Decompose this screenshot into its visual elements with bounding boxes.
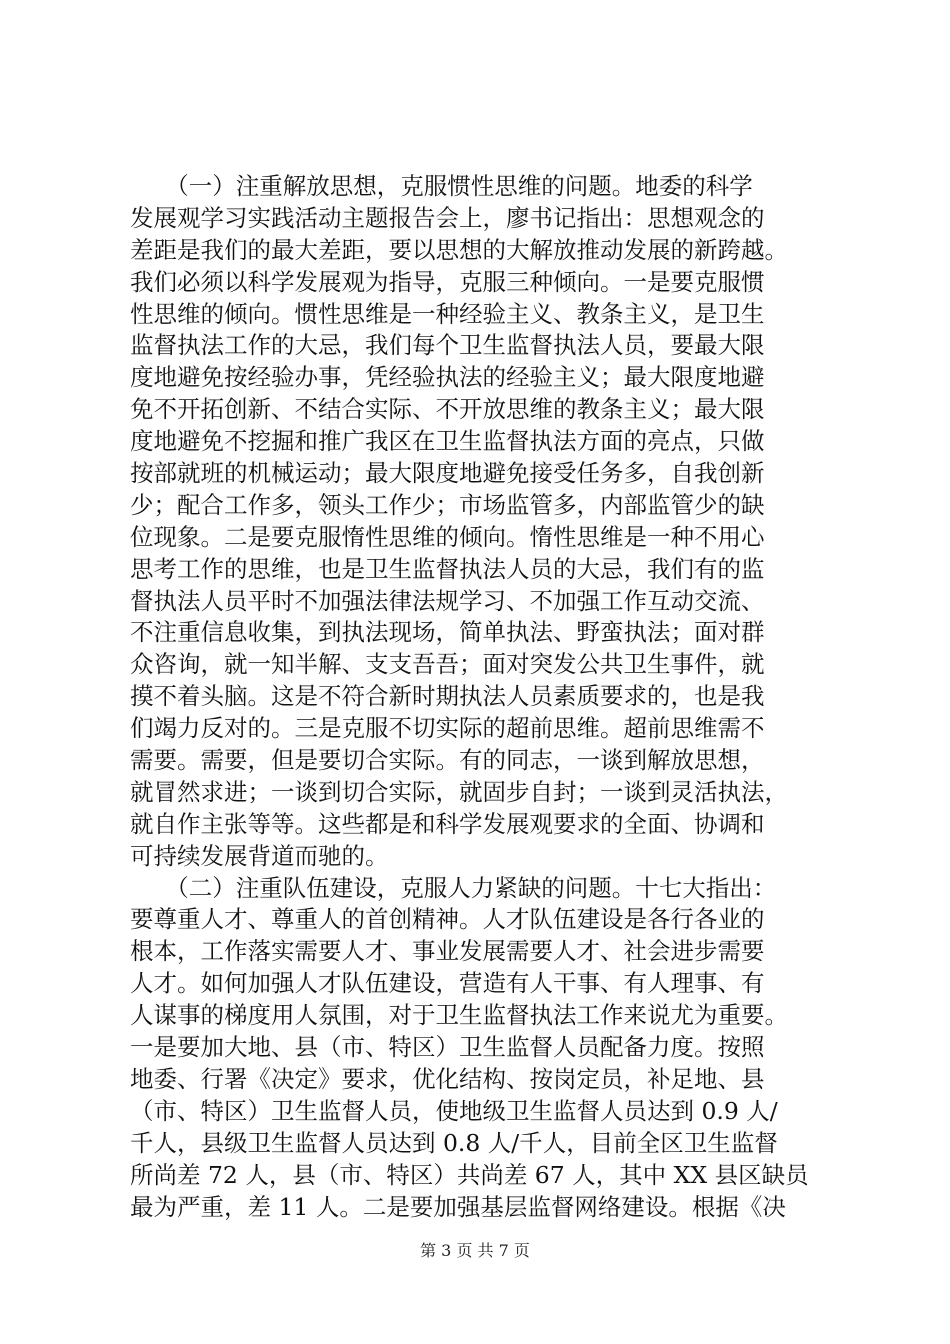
text-line: 可持续发展背道而驰的。 bbox=[130, 841, 389, 870]
text-line: 少；配合工作多，领头工作少；市场监管多，内部监管少的缺 bbox=[130, 490, 765, 519]
text-line: 就冒然求进；一谈到切合实际，就固步自封；一谈到灵活执法， bbox=[130, 777, 788, 806]
text-line: 根本，工作落实需要人才、事业发展需要人才、社会进步需要 bbox=[130, 937, 765, 966]
text-line: 监督执法工作的大忌，我们每个卫生监督执法人员，要最大限 bbox=[130, 331, 765, 360]
text-line: 不注重信息收集，到执法现场，简单执法、野蛮执法；面对群 bbox=[130, 618, 765, 647]
text-line: 所尚差 72 人，县（市、特区）共尚差 67 人，其中 XX 县区缺员 bbox=[130, 1160, 809, 1189]
text-line: 们竭力反对的。三是克服不切实际的超前思维。超前思维需不 bbox=[130, 714, 765, 743]
text-line: 度地避免不挖掘和推广我区在卫生监督执法方面的亮点，只做 bbox=[130, 427, 765, 456]
text-line: （二）注重队伍建设，克服人力紧缺的问题。十七大指出： bbox=[130, 873, 777, 902]
text-line: 人才。如何加强人才队伍建设，营造有人干事、有人理事、有 bbox=[130, 969, 765, 998]
text-line: 性思维的倾向。惯性思维是一种经验主义、教条主义，是卫生 bbox=[130, 299, 765, 328]
text-line: 位现象。二是要克服惰性思维的倾向。惰性思维是一种不用心 bbox=[130, 522, 765, 551]
text-line: 差距是我们的最大差距，要以思想的大解放推动发展的新跨越。 bbox=[130, 235, 788, 264]
text-line: 需要。需要，但是要切合实际。有的同志，一谈到解放思想， bbox=[130, 746, 765, 775]
text-line: 人谋事的梯度用人氛围，对于卫生监督执法工作来说尤为重要。 bbox=[130, 1001, 788, 1030]
page-footer: 第 3 页 共 7 页 bbox=[420, 1241, 530, 1260]
text-line: 度地避免按经验办事，凭经验执法的经验主义；最大限度地避 bbox=[130, 363, 765, 392]
text-line: 一是要加大地、县（市、特区）卫生监督人员配备力度。按照 bbox=[130, 1033, 765, 1062]
text-line: 思考工作的思维，也是卫生监督执法人员的大忌，我们有的监 bbox=[130, 554, 765, 583]
text-line: 就自作主张等等。这些都是和科学发展观要求的全面、协调和 bbox=[130, 809, 765, 838]
text-line: 最为严重，差 11 人。二是要加强基层监督网络建设。根据《决 bbox=[130, 1192, 786, 1221]
body-text bbox=[130, 171, 830, 1223]
text-line: 发展观学习实践活动主题报告会上，廖书记指出：思想观念的 bbox=[130, 203, 765, 232]
text-line: （一）注重解放思想，克服惯性思维的问题。地委的科学 bbox=[130, 172, 753, 200]
text-line: 千人，县级卫生监督人员达到 0.8 人/千人，目前全区卫生监督 bbox=[130, 1128, 778, 1157]
text-line: 摸不着头脑。这是不符合新时期执法人员素质要求的，也是我 bbox=[130, 682, 765, 711]
text-line: 按部就班的机械运动；最大限度地避免接受任务多，自我创新 bbox=[130, 459, 765, 488]
text-line: 免不开拓创新、不结合实际、不开放思维的教条主义；最大限 bbox=[130, 395, 765, 424]
text-line: 众咨询，就一知半解、支支吾吾；面对突发公共卫生事件，就 bbox=[130, 650, 765, 679]
text-line: 我们必须以科学发展观为指导，克服三种倾向。一是要克服惯 bbox=[130, 267, 765, 296]
text-line: 要尊重人才、尊重人的首创精神。人才队伍建设是各行各业的 bbox=[130, 905, 765, 934]
text-line: 地委、行署《决定》要求，优化结构、按岗定员，补足地、县 bbox=[130, 1064, 765, 1093]
text-line: 督执法人员平时不加强法律法规学习、不加强工作互动交流、 bbox=[130, 586, 765, 615]
text-line: （市、特区）卫生监督人员，使地级卫生监督人员达到 0.9 人/ bbox=[130, 1096, 778, 1125]
